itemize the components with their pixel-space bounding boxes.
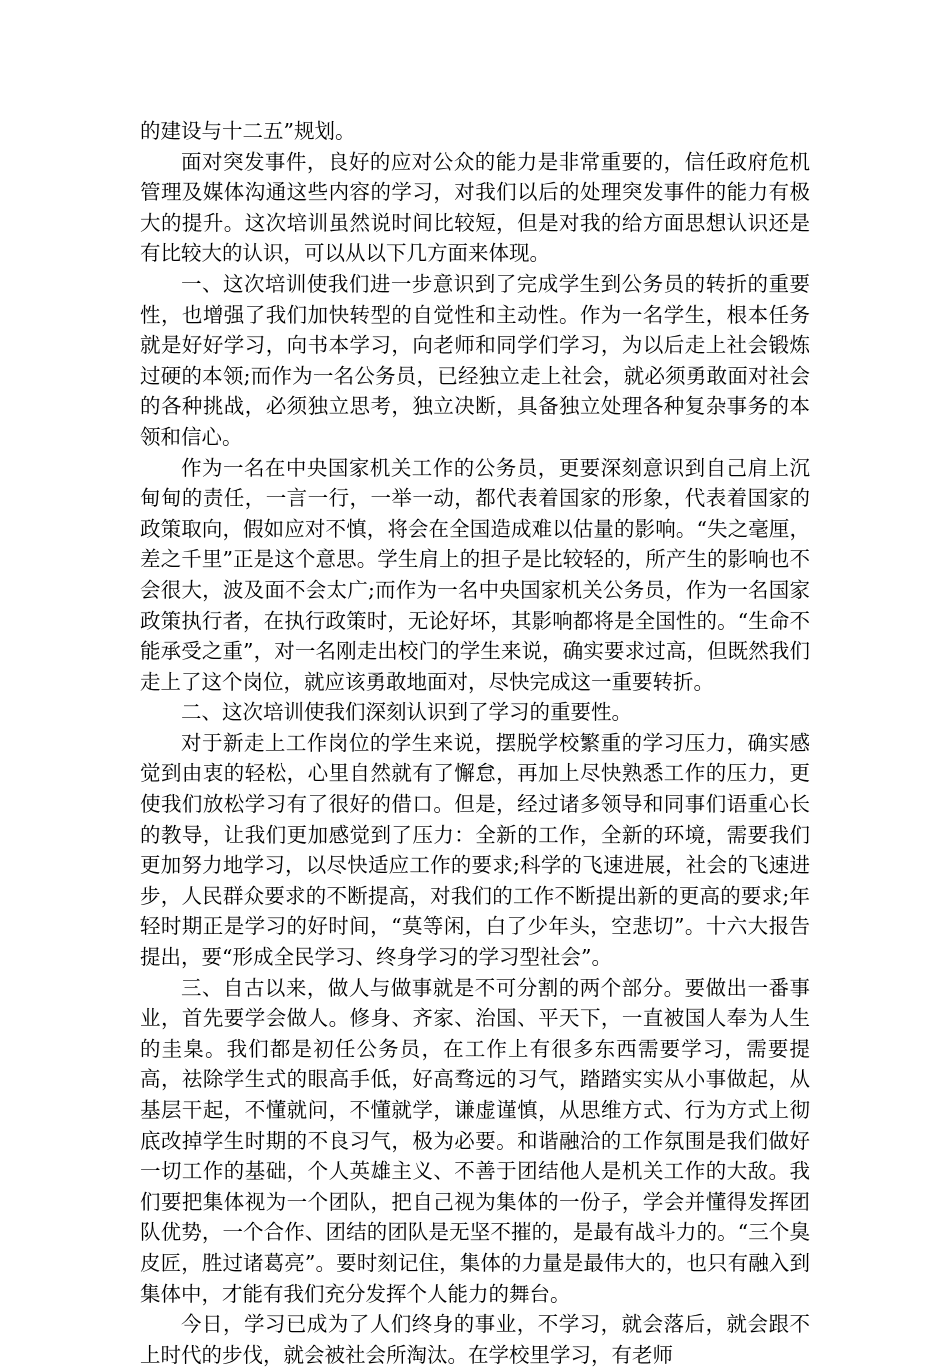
paragraph: 今日，学习已成为了人们终身的事业，不学习，就会落后，就会跟不上时代的步伐，就会被社会所淘汰。在学校里学习，有老师 (140, 1312, 810, 1367)
paragraph: 作为一名在中央国家机关工作的公务员，更要深刻意识到自己肩上沉甸甸的责任，一言一行，一举一动，都代表着国家的形象，代表着国家的政策取向，假如应对不慎，将会在全国造成难以估量的影响。“失之毫厘，差之千里”正是这个意思。学生肩上的担子是比较轻的，所产生的影响也不会很大，波及面不会太广;而作为一名中央国家机关公务员，作为一名国家政策执行者，在执行政策时，无论好坏，其影响都将是全国性的。“生命不能承受之重”，对一名刚走出校门的学生来说，确实要求过高，但既然我们走上了这个岗位，就应该勇敢地面对，尽快完成这一重要转折。 (140, 455, 810, 694)
paragraph: 对于新走上工作岗位的学生来说，摆脱学校繁重的学习压力，确实感觉到由衷的轻松，心里自然就有了懈怠，再加上尽快熟悉工作的压力，更使我们放松学习有了很好的借口。但是，经过诸多领导和同事们语重心长的教导，让我们更加感觉到了压力：全新的工作，全新的环境，需要我们更加努力地学习，以尽快适应工作的要求;科学的飞速进展，社会的飞速进步，人民群众要求的不断提高，对我们的工作不断提出新的更高的要求;年轻时期正是学习的好时间，“莫等闲，白了少年头，空悲切”。十六大报告提出，要“形成全民学习、终身学习的学习型社会”。 (140, 730, 810, 970)
section-heading: 二、这次培训使我们深刻认识到了学习的重要性。 (181, 700, 632, 725)
paragraph: 一、这次培训使我们进一步意识到了完成学生到公务员的转折的重要性，也增强了我们加快转型的自觉性和主动性。作为一名学生，根本任务就是好好学习，向书本学习，向老师和同学们学习，为以后走上社会锻炼过硬的本领;而作为一名公务员，已经独立走上社会，就必须勇敢面对社会的各种挑战，必须独立思考，独立决断，具备独立处理各种复杂事务的本领和信心。 (140, 271, 810, 449)
paragraph: 面对突发事件，良好的应对公众的能力是非常重要的，信任政府危机管理及媒体沟通这些内容的学习，对我们以后的处理突发事件的能力有极大的提升。这次培训虽然说时间比较短，但是对我的给方面思想认识还是有比较大的认识，可以从以下几方面来体现。 (140, 149, 810, 266)
paragraph: 三、自古以来，做人与做事就是不可分割的两个部分。要做出一番事业，首先要学会做人。修身、齐家、治国、平天下，一直被国人奉为人生的圭臬。我们都是初任公务员，在工作上有很多东西需要学习，需要提高，祛除学生式的眼高手低，好高骛远的习气，踏踏实实从小事做起，从基层干起，不懂就问，不懂就学，谦虚谨慎，从思维方式、行为方式上彻底改掉学生时期的不良习气，极为必要。和谐融洽的工作氛围是我们做好一切工作的基础，个人英雄主义、不善于团结他人是机关工作的大敌。我们要把集体视为一个团队，把自己视为集体的一份子，学会并懂得发挥团队优势，一个合作、团结的团队是无坚不摧的，是最有战斗力的。“三个臭皮匠，胜过诸葛亮”。要时刻记住，集体的力量是最伟大的，也只有融入到集体中，才能有我们充分发挥个人能力的舞台。 (140, 975, 810, 1306)
paragraph-continuation: 的建设与十二五”规划。 (140, 119, 356, 143)
document-body (140, 116, 810, 1370)
